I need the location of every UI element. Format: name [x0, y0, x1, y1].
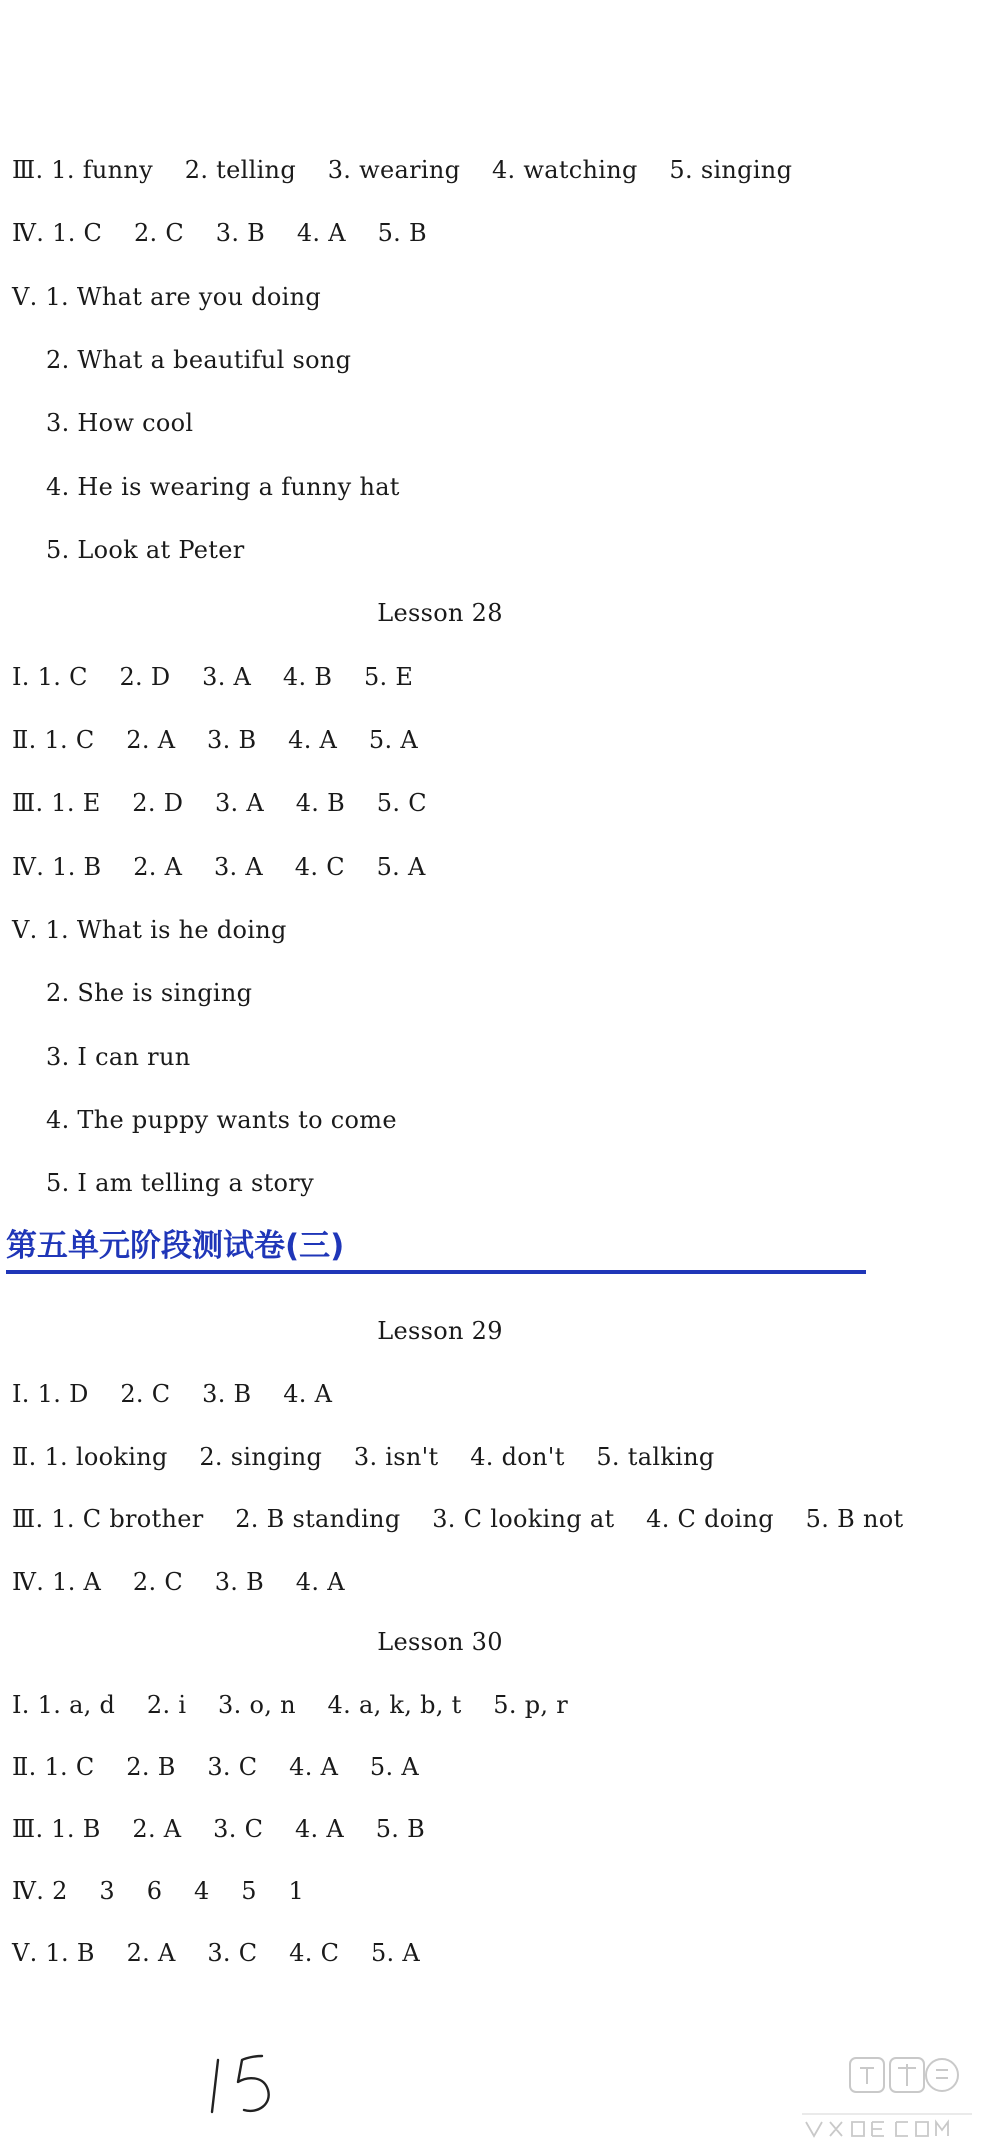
answer-line-II: Ⅱ. 1. looking 2. singing 3. isn't 4. don't 5. talking	[12, 1443, 715, 1471]
answer-line-V-2: 2. What a beautiful song	[46, 346, 352, 374]
answer-line-V-4: 4. The puppy wants to come	[46, 1106, 397, 1134]
section-heading: 第五单元阶段测试卷(三)	[6, 1228, 345, 1264]
answer-line-I: Ⅰ. 1. a, d 2. i 3. o, n 4. a, k, b, t 5. p, r	[12, 1691, 569, 1719]
lesson-heading: Lesson 28	[377, 599, 503, 627]
answer-line-V-5: 5. I am telling a story	[46, 1169, 314, 1197]
answer-line-V-3: 3. I can run	[46, 1043, 191, 1071]
answer-line-I: Ⅰ. 1. C 2. D 3. A 4. B 5. E	[12, 663, 414, 691]
watermark-logo-icon	[792, 2052, 982, 2142]
answer-line-III: Ⅲ. 1. funny 2. telling 3. wearing 4. watching 5. singing	[12, 156, 793, 184]
answer-line-IV: Ⅳ. 1. B 2. A 3. A 4. C 5. A	[12, 853, 426, 881]
answer-line-V: Ⅴ. 1. B 2. A 3. C 4. C 5. A	[12, 1939, 421, 1967]
handwritten-number-15	[204, 2048, 294, 2118]
answer-line-V-4: 4. He is wearing a funny hat	[46, 473, 400, 501]
answer-line-II: Ⅱ. 1. C 2. B 3. C 4. A 5. A	[12, 1753, 419, 1781]
answer-line-IV: Ⅳ. 2 3 6 4 5 1	[12, 1877, 305, 1905]
answer-line-V: Ⅴ. 1. What is he doing	[12, 916, 287, 944]
answer-line-III: Ⅲ. 1. C brother 2. B standing 3. C looking at 4. C doing 5. B not	[12, 1505, 904, 1533]
answer-line-V: Ⅴ. 1. What are you doing	[12, 283, 322, 311]
answer-line-V-5: 5. Look at Peter	[46, 536, 245, 564]
lesson-heading: Lesson 29	[377, 1317, 503, 1345]
answer-line-III: Ⅲ. 1. E 2. D 3. A 4. B 5. C	[12, 789, 427, 817]
answer-line-III: Ⅲ. 1. B 2. A 3. C 4. A 5. B	[12, 1815, 426, 1843]
answer-line-V-3: 3. How cool	[46, 409, 194, 437]
section-divider	[6, 1270, 866, 1274]
lesson-heading: Lesson 30	[377, 1628, 503, 1656]
answer-line-II: Ⅱ. 1. C 2. A 3. B 4. A 5. A	[12, 726, 418, 754]
answer-line-IV: Ⅳ. 1. A 2. C 3. B 4. A	[12, 1568, 345, 1596]
answer-line-V-2: 2. She is singing	[46, 979, 253, 1007]
answer-line-I: Ⅰ. 1. D 2. C 3. B 4. A	[12, 1380, 333, 1408]
answer-line-IV: Ⅳ. 1. C 2. C 3. B 4. A 5. B	[12, 219, 427, 247]
